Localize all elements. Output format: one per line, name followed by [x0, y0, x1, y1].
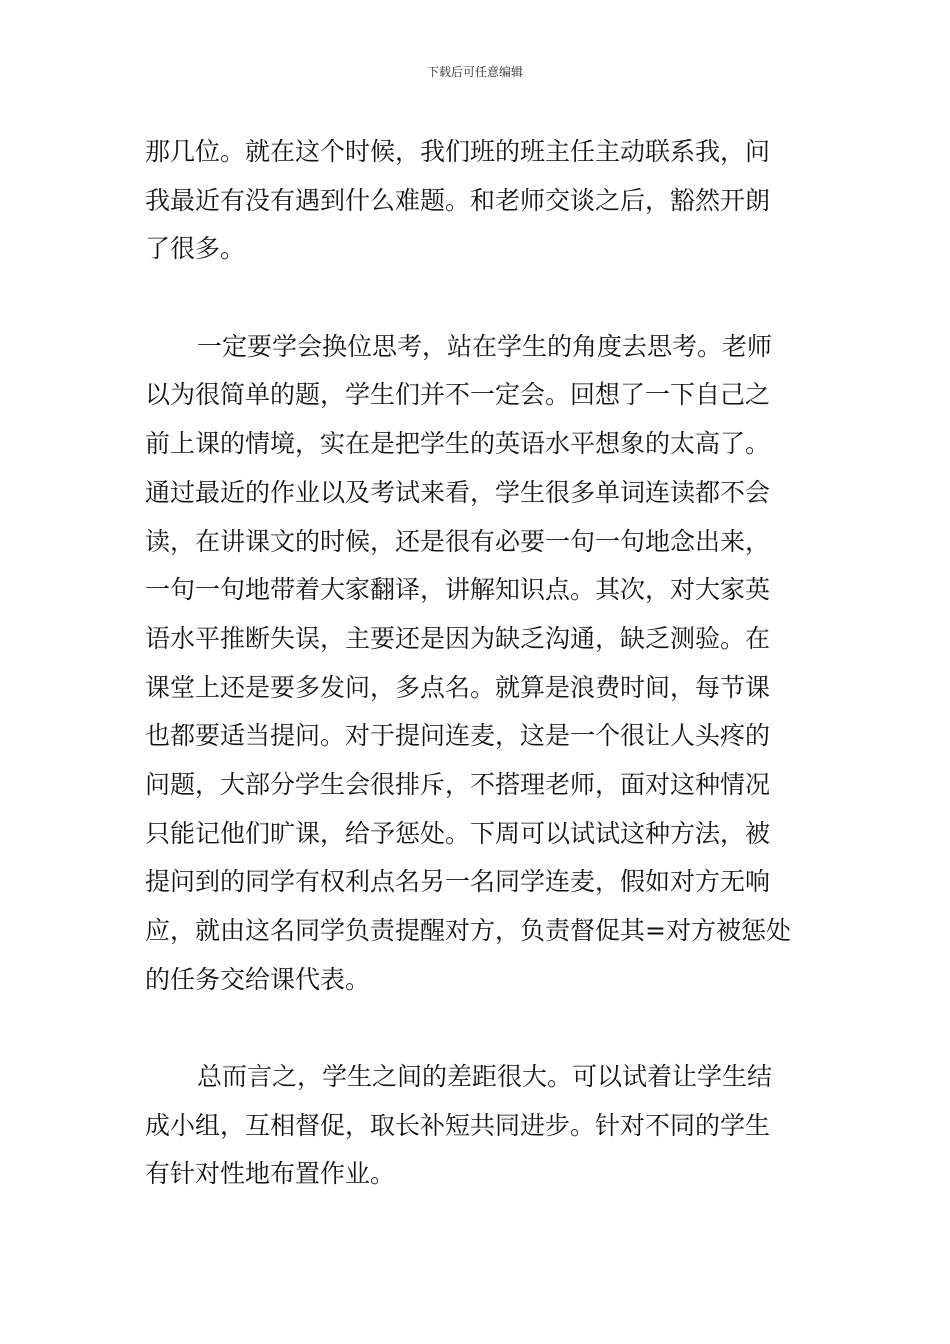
text-line: 总而言之，学生之间的差距很大。可以试着让学生结 — [197, 1062, 773, 1092]
text-line: 通过最近的作业以及考试来看，学生很多单词连读都不会 — [145, 477, 771, 507]
text-line: 课堂上还是要多发问，多点名。就算是浪费时间，每节课 — [145, 672, 771, 702]
text-line: 读，在讲课文的时候，还是很有必要一句一句地念出来， — [145, 526, 771, 556]
page-header: 下载后可任意编辑 — [426, 65, 523, 79]
text-line: 一定要学会换位思考，站在学生的角度去思考。老师 — [197, 331, 773, 361]
text-line: 以为很简单的题，学生们并不一定会。回想了一下自己之 — [145, 380, 771, 410]
text-line: 一句一句地带着大家翻译，讲解知识点。其次，对大家英 — [145, 575, 771, 605]
text-line: 只能记他们旷课，给予惩处。下周可以试试这种方法，被 — [145, 818, 771, 848]
paragraph-gap — [145, 1004, 805, 1053]
paragraph-3 — [145, 1053, 805, 1199]
text-line: 有针对性地布置作业。 — [145, 1159, 396, 1189]
text-line: 也都要适当提问。对于提问连麦，这是一个很让人头疼的 — [145, 721, 771, 751]
text-line: 的任务交给课代表。 — [145, 964, 371, 994]
text-line: 提问到的同学有权利点名另一名同学连麦，假如对方无响 — [145, 867, 771, 897]
text-line: 那几位。就在这个时候，我们班的班主任主动联系我，问 — [145, 137, 771, 166]
text-line: 语水平推断失误，主要还是因为缺乏沟通，缺乏测验。在 — [145, 623, 771, 653]
text-line: 了很多。 — [145, 234, 246, 264]
paragraph-2 — [145, 323, 805, 1005]
paragraph-1 — [145, 128, 805, 274]
text-line: 应，就由这名同学负责提醒对方，负责督促其=对方被惩处 — [145, 916, 791, 945]
text-line: 成小组，互相督促，取长补短共同进步。针对不同的学生 — [145, 1110, 771, 1140]
text-line: 问题，大部分学生会很排斥，不搭理老师，面对这种情况 — [145, 769, 771, 799]
text-line: 前上课的情境，实在是把学生的英语水平想象的太高了。 — [145, 429, 771, 459]
text-line: 我最近有没有遇到什么难题。和老师交谈之后，豁然开朗 — [145, 185, 771, 215]
document-body — [145, 128, 805, 1199]
paragraph-gap — [145, 274, 805, 323]
